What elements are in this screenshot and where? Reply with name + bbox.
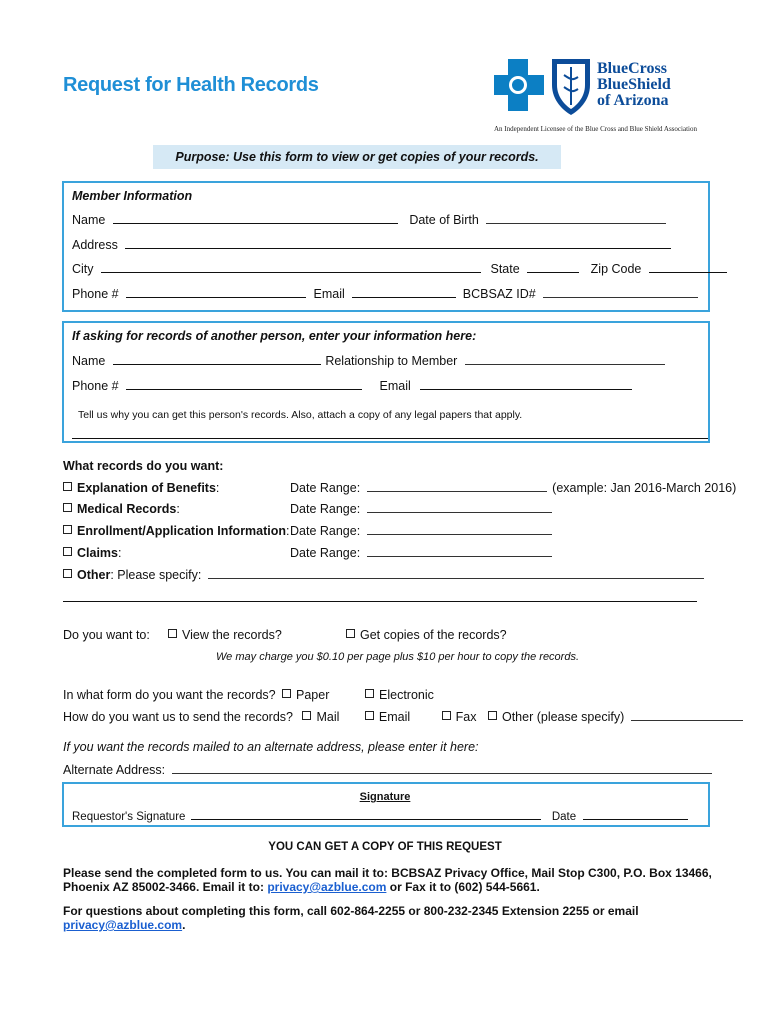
member-email-field[interactable] <box>352 286 456 298</box>
enrollment-label: Enrollment/Application Information <box>77 524 287 538</box>
member-phone-row <box>72 286 698 302</box>
other-phone-field[interactable] <box>126 378 362 390</box>
member-city-field[interactable] <box>101 261 481 273</box>
questions-instructions: For questions about completing this form, call 602-864-2255 or 800-232-2345 Extension 2255 or email privacy@azblue.com. <box>63 904 639 932</box>
form-question: In what form do you want the records? <box>63 688 276 702</box>
member-name-row <box>72 212 666 228</box>
date-example: (example: Jan 2016-March 2016) <box>552 481 737 495</box>
questions-email-link[interactable]: privacy@azblue.com <box>63 918 183 932</box>
logo-tagline: An Independent Licensee of the Blue Cross and Blue Shield Association <box>494 125 697 133</box>
member-phone-field[interactable] <box>126 286 306 298</box>
mail-checkbox[interactable] <box>302 711 311 720</box>
other-checkbox[interactable] <box>63 569 72 578</box>
paper-option[interactable]: Paper <box>282 687 329 703</box>
name-label: Name <box>72 213 106 227</box>
eob-date-field[interactable] <box>367 480 547 492</box>
view-records-option[interactable]: View the records? <box>168 627 282 643</box>
alternate-address-field[interactable] <box>172 762 712 774</box>
zip-label: Zip Code <box>590 262 642 276</box>
email-checkbox[interactable] <box>365 711 374 720</box>
other-specify-field[interactable] <box>208 567 704 579</box>
paper-checkbox[interactable] <box>282 689 291 698</box>
member-city-row <box>72 261 727 277</box>
other-label: Other <box>77 568 111 582</box>
record-item-other[interactable]: Other: Please specify: <box>63 567 704 583</box>
requestor-signature-label: Requestor's Signature <box>72 811 186 823</box>
other-person-note: Tell us why you can get this person's records. Also, attach a copy of any legal papers that apply. <box>78 409 523 421</box>
member-state-field[interactable] <box>527 261 579 273</box>
phone-label: Phone # <box>72 287 119 301</box>
member-address-field[interactable] <box>125 237 671 249</box>
records-heading: What records do you want: <box>63 459 224 473</box>
state-label: State <box>490 262 520 276</box>
claims-date-range: Date Range: <box>290 545 552 561</box>
bcbsaz-logo <box>494 55 709 140</box>
medical-label: Medical Records <box>77 502 177 516</box>
other-method-checkbox[interactable] <box>488 711 497 720</box>
send-method-row <box>63 709 743 725</box>
copy-notice: YOU CAN GET A COPY OF THIS REQUEST <box>268 841 502 853</box>
bcbsaz-id-label: BCBSAZ ID# <box>462 287 536 301</box>
other-name-field[interactable] <box>113 353 321 365</box>
other-method-field[interactable] <box>631 709 743 721</box>
relationship-label: Relationship to Member <box>325 354 458 368</box>
alternate-address-label: Alternate Address: <box>63 763 166 777</box>
member-name-field[interactable] <box>113 212 398 224</box>
signature-date-field[interactable] <box>583 808 688 820</box>
member-address-row <box>72 237 671 253</box>
other-phone-label: Phone # <box>72 379 119 393</box>
enrollment-checkbox[interactable] <box>63 525 72 534</box>
city-label: City <box>72 262 94 276</box>
other-method-label: Other (please specify) <box>501 710 625 724</box>
send-question: How do you want us to send the records? <box>63 710 293 724</box>
electronic-checkbox[interactable] <box>365 689 374 698</box>
dob-label: Date of Birth <box>409 213 479 227</box>
other-person-reason-field[interactable] <box>72 438 708 439</box>
eob-checkbox[interactable] <box>63 482 72 491</box>
email-label: Email <box>313 287 345 301</box>
other-email-label: Email <box>379 379 411 393</box>
alternate-intro: If you want the records mailed to an alternate address, please enter it here: <box>63 740 479 754</box>
medical-date-range: Date Range: <box>290 501 552 517</box>
signature-row <box>72 808 688 825</box>
cross-shield-logo-icon <box>494 55 594 117</box>
other-specify-line-2[interactable] <box>63 601 697 602</box>
record-item-medical[interactable]: Medical Records: <box>63 501 180 517</box>
alternate-address-row <box>63 762 712 778</box>
other-phone-row <box>72 378 632 394</box>
view-records-checkbox[interactable] <box>168 629 177 638</box>
fax-checkbox[interactable] <box>442 711 451 720</box>
eob-date-range: Date Range: (example: Jan 2016-March 2016) <box>290 481 737 495</box>
signature-heading: Signature <box>359 791 411 803</box>
signature-date-label: Date <box>551 811 577 823</box>
address-label: Address <box>72 238 118 252</box>
record-item-claims[interactable]: Claims: <box>63 545 121 561</box>
other-person-heading: If asking for records of another person, enter your information here: <box>72 329 477 343</box>
other-name-label: Name <box>72 354 106 368</box>
dob-field[interactable] <box>486 212 666 224</box>
requestor-signature-field[interactable] <box>191 808 541 820</box>
claims-label: Claims <box>77 546 118 560</box>
record-item-enrollment[interactable]: Enrollment/Application Information: <box>63 523 290 539</box>
email-option-label: Email <box>378 710 411 724</box>
eob-label: Explanation of Benefits <box>77 481 216 495</box>
page-title: Request for Health Records <box>63 74 319 96</box>
privacy-email-link[interactable]: privacy@azblue.com <box>267 880 387 894</box>
record-item-eob[interactable]: Explanation of Benefits: <box>63 480 219 496</box>
member-id-field[interactable] <box>543 286 698 298</box>
member-information-heading: Member Information <box>72 189 193 203</box>
purpose-banner: Purpose: Use this form to view or get copies of your records. <box>153 145 561 169</box>
other-name-row <box>72 353 665 369</box>
medical-date-field[interactable] <box>367 501 552 513</box>
mail-label: Mail <box>316 710 340 724</box>
fax-label: Fax <box>455 710 477 724</box>
other-email-field[interactable] <box>420 378 632 390</box>
claims-date-field[interactable] <box>367 545 552 557</box>
charge-note: We may charge you $0.10 per page plus $10 per hour to copy the records. <box>216 651 580 663</box>
logo-wordmark: BlueCross BlueShield of Arizona <box>597 60 671 109</box>
get-copies-checkbox[interactable] <box>346 629 355 638</box>
get-copies-option[interactable]: Get copies of the records? <box>346 627 507 643</box>
relationship-field[interactable] <box>465 353 665 365</box>
want-question: Do you want to: <box>63 628 150 642</box>
medical-checkbox[interactable] <box>63 503 72 512</box>
enrollment-date-field[interactable] <box>367 523 552 535</box>
electronic-option[interactable]: Electronic <box>365 687 434 703</box>
claims-checkbox[interactable] <box>63 547 72 556</box>
send-instructions: Please send the completed form to us. You can mail it to: BCBSAZ Privacy Office, Mail Stop C300, P.O. Box 13466, Phoenix AZ 85002-3466. Email it to: privacy@azblue.com or Fax it to (602) 544-5661. <box>63 866 712 894</box>
member-zip-field[interactable] <box>649 261 727 273</box>
enrollment-date-range: Date Range: <box>290 523 552 539</box>
